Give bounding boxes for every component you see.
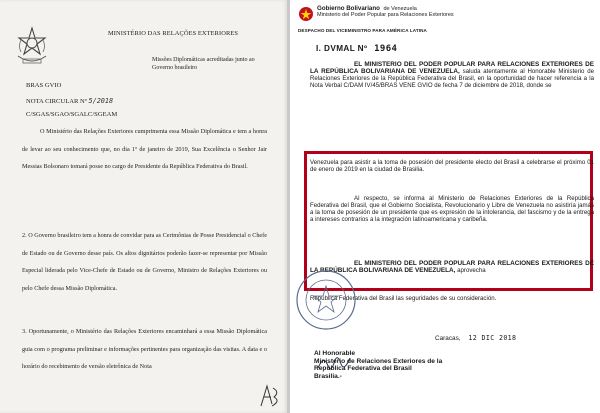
ministry-bold: EL MINISTERIO DEL PODER POPULAR PARA RELACIONES EXTERIORES DE LA REPÚBLICA BOLIVARIANA DE VENEZUELA,: [310, 61, 594, 75]
recipient-line: República Federativa del Brasil: [314, 365, 412, 373]
reference-code: C/SGAS/SGAO/SGALC/SGEAM: [26, 111, 118, 118]
recipient-line: Brasilia.-: [314, 372, 342, 380]
paragraph-text: aprovecha: [457, 266, 486, 274]
ministry-bold: EL MINISTERIO DEL PODER POPULAR PARA RELACIONES EXTERIORES DE LA REPÚBLICA BOLIVARIANA DE VENEZUELA,: [310, 260, 594, 274]
doc-label: I. DVMAL Nº: [316, 44, 368, 53]
venezuela-note: [290, 0, 600, 413]
paragraph-text: Al respecto, se informa al Ministerio de Relaciones Exteriores de la República Federativa del Brasil, que el Gobierno Socialista, Revolucionario y Libre de Venezuela no asistiría jamás a la toma de posesión de un presidente que es expresión de la intolerancia, del fascismo y de la entrega a intereses contrarios a la integración latinoamericana y caribeña.: [310, 195, 594, 223]
recipient-line: Al Honorable: [314, 350, 356, 357]
brazil-circular-note: [0, 0, 287, 413]
paragraph-1: [22, 123, 267, 176]
gobierno-header: [317, 6, 454, 18]
gobierno-title: Gobierno Bolivariano: [317, 5, 380, 12]
brazil-coat-of-arms-icon: [14, 26, 50, 68]
paragraph-text: saluda atentamente al Honorable Ministerio de Relaciones Exteriores de la República Federativa del Brasil, en la oportunidad de hacer referencia a la Nota Verbal C/DAM IV/45/BRAS VENE GVIO de fecha 7 de diciembre de 2018, donde se: [310, 67, 594, 89]
paragraph-1-continued: Venezuela para asistir a la toma de posesión del presidente electo del Brasil a celebrarse el próximo 01 de enero de 2019 en la ciudad de Brasilia.: [310, 159, 594, 173]
nota-number-handwritten: 5/2018: [88, 97, 114, 105]
recipient-block: [314, 350, 442, 380]
document-number: [316, 44, 397, 54]
paragraph-1: [310, 62, 594, 90]
addressee: Missões Diplomáticas acreditadas junto ao Governo brasileiro: [152, 57, 255, 71]
paragraph-2: [22, 227, 267, 297]
recipient-line: Ministerio de Relaciones Exteriores de la: [314, 357, 443, 365]
paragraph-text: 3. Oportunamente, o Ministério das Relações Exteriores encaminhará a essa Missão Diplomática guia com o programa preliminar e informações pertinentes para organização das visitas. A data e o horário do recebimento de versão eletrônica de Nota: [22, 328, 267, 370]
ministerio-header: Ministerio del Poder Popular para Relaciones Exteriores: [317, 12, 454, 18]
place-line: BRAS GVIO: [26, 82, 62, 89]
paragraph-2: [310, 196, 594, 224]
despacho-heading: DESPACHO DEL VICEMINISTRO PARA AMÉRICA LATINA: [298, 28, 427, 33]
paragraph-3-continued: República Federativa del Brasil las seguridades de su consideración.: [310, 295, 497, 302]
place-date: [435, 334, 516, 342]
gobierno-subtitle: de Venezuela: [383, 6, 417, 12]
paragraph-3: [22, 323, 267, 376]
paragraph-text: O Ministério das Relações Exteriores cumprimenta essa Missão Diplomática e tem a honra de levar ao seu conhecimento que, no dia 1º de janeiro de 2019, Sua Excelência o Senhor Jair Messias Bolsonaro tomará posse no cargo de Presidente da República Federativa do Brasil.: [22, 128, 267, 170]
doc-number-handwritten: 1964: [374, 44, 398, 54]
official-stamp-icon: [294, 268, 358, 332]
date-handwritten: 12 DIC 2018: [468, 334, 517, 342]
paragraph-text: 2. O Governo brasileiro tem a honra de convidar para as Cerimônias de Posse Presidencial o Chefe de Estado ou de Governo desse país. Os altos dignitários poderão fazer-se representar por Missão Especial liderada pelo Vice-Chefe de Estado ou de Governo, Ministro de Relações Exteriores ou pelo Chefe dessa Missão Diplomática.: [22, 232, 267, 292]
ministry-heading: MINISTÉRIO DAS RELAÇÕES EXTERIORES: [108, 30, 238, 37]
nota-circular-line: [26, 97, 113, 105]
nota-label: NOTA CIRCULAR Nº: [26, 98, 87, 105]
handwritten-initials-icon: [258, 382, 284, 410]
venezuela-emblem-icon: [298, 6, 314, 22]
place: Caracas,: [435, 335, 461, 342]
